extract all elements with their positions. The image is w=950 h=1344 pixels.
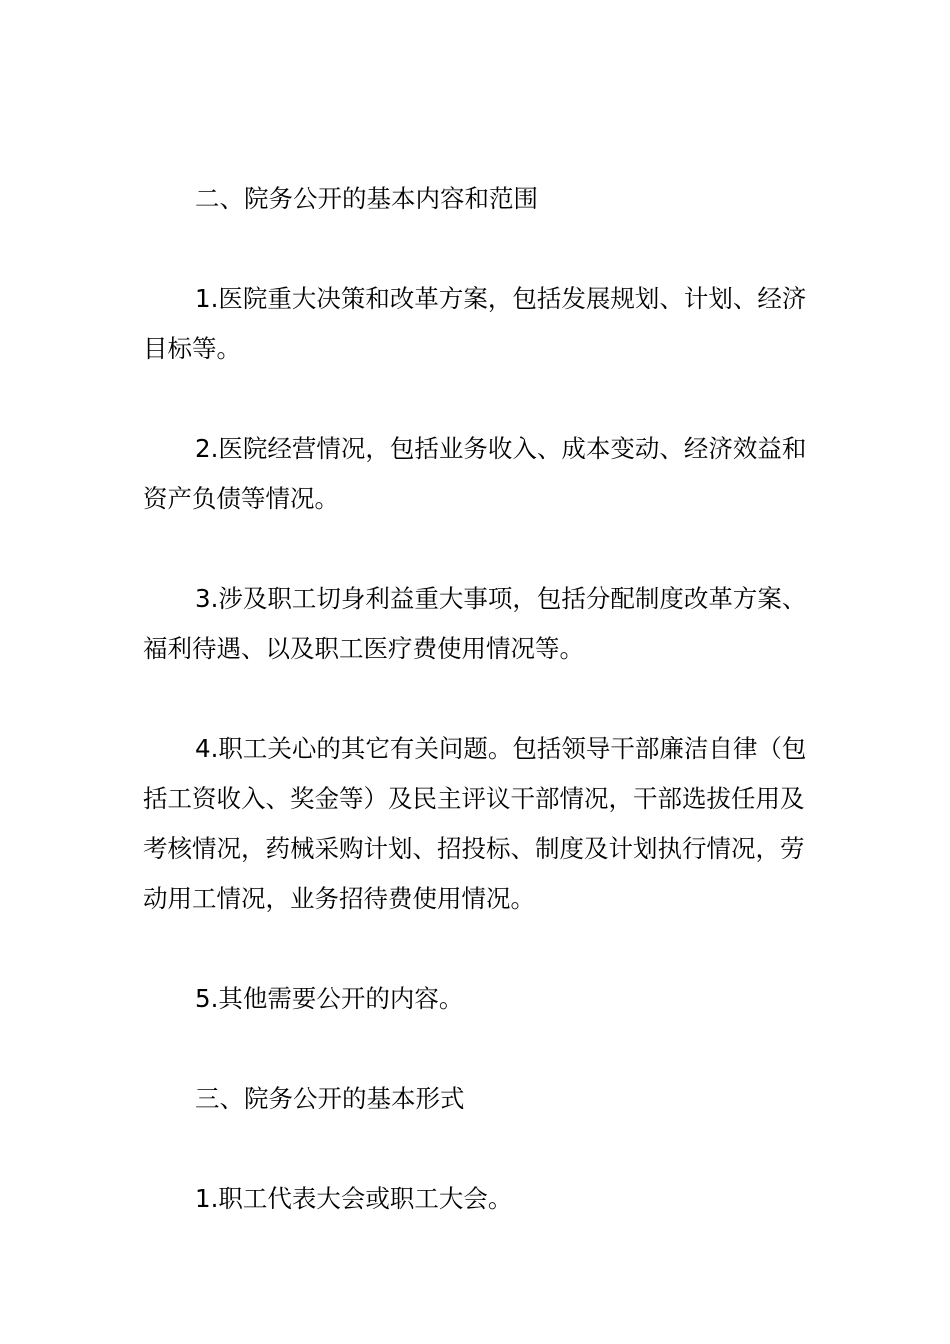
- content-item-5: 5.其他需要公开的内容。: [195, 984, 464, 1013]
- section-heading-3: 三、院务公开的基本形式: [195, 1084, 465, 1113]
- content-item-4: 4.职工关心的其它有关问题。包括领导干部廉洁自律（包括工资收入、奖金等）及民主评议干部情况，干部选拔任用及考核情况，药械采购计划、招投标、制度及计划执行情况，劳动用工情况，业务招待费使用情况。: [143, 734, 807, 913]
- content-item-2: 2.医院经营情况，包括业务收入、成本变动、经济效益和资产负债等情况。: [143, 434, 807, 513]
- content-item-1: 1.医院重大决策和改革方案，包括发展规划、计划、经济目标等。: [143, 284, 807, 363]
- form-item-1: 1.职工代表大会或职工大会。: [195, 1184, 513, 1213]
- document-body: [143, 174, 808, 1274]
- content-item-3: 3.涉及职工切身利益重大事项，包括分配制度改革方案、福利待遇、以及职工医疗费使用情况等。: [143, 584, 807, 663]
- section-heading-2: 二、院务公开的基本内容和范围: [195, 184, 538, 213]
